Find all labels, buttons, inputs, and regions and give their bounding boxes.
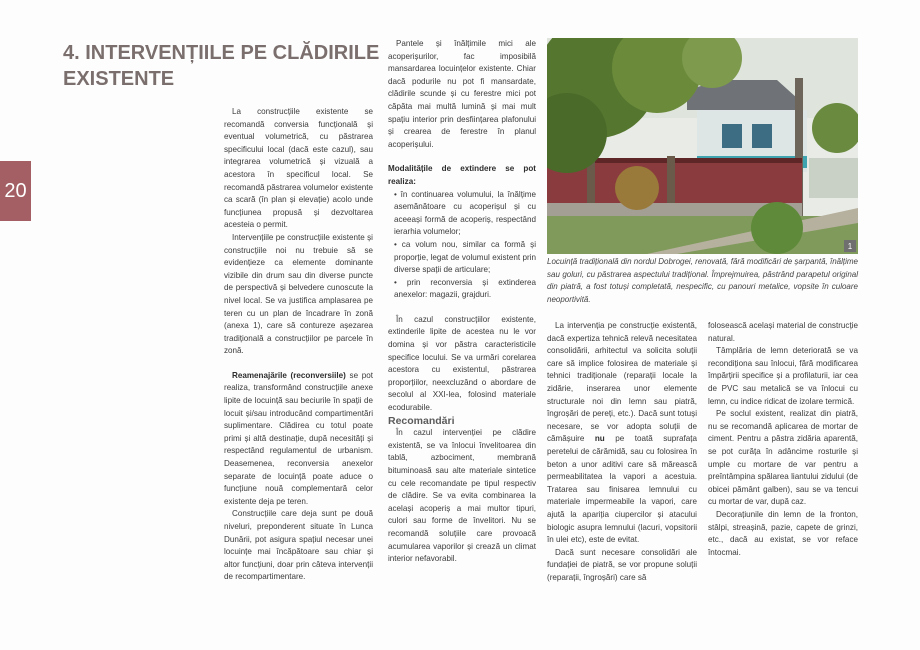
house-photo bbox=[547, 38, 858, 254]
list-item: • ca volum nou, similar ca formă și proporție, legat de volumul existent prin diverse spații de articulare; bbox=[394, 239, 536, 275]
photo-caption: Locuință tradițională din nordul Dobrogei, renovată, fără modificări de șarpantă, înălțime sau goluri, cu păstrarea aspectului tradițional. Împrejmuirea, păstrând parapetul original din piatră, a fost totuși completată, nespecific, cu panouri metalice, vopsite în culoare neoportivită. bbox=[547, 257, 858, 304]
paragraph: În cazul intervenției pe clădire existentă, se va înlocui învelitoarea din tablă, azbociment, membrană bituminoasă sau alte materiale sintetice cu cele recomandate pe tipul respectiv de clădire. Se va evita combinarea la același acoperiș a mai multor tipuri, culori sau forme de învelitori. Nu se recomandă soluțiile care provoacă acumularea vaporilor și crează un climat interior nefavorabil. bbox=[388, 428, 536, 564]
list-item: • prin reconversia și extinderea anexelor: magazii, grajduri. bbox=[394, 277, 536, 300]
extension-heading: Modalitățile de extindere se pot realiza: bbox=[388, 164, 536, 186]
house-illustration bbox=[547, 38, 858, 254]
paragraph: Dacă sunt necesare consolidări ale fundației de piatră, se vor propune soluții (reparații, îngroșări) care să bbox=[547, 547, 697, 582]
paragraph: La intervenția pe construcție existentă, dacă expertiza tehnică relevă necesitatea consolidării, arhitectul va solicita soluții care să implice folosirea de materiale și tehnici tradiționale (reparații locale la zidărie, inserarea unor elemente structurale noi din lemn sau piatră, îngroșări de pereți, etc.). Dacă sunt totuși necesare, se vor adopta soluții de cămășuire nu pe toată suprafața peretelui de cărămidă, sau cu folosirea în beton a unor aditivi care să mărească permeabilitatea la vapori a acestuia. Tratarea sau finisarea lemnului cu materiale impermeabile la vapori, care ajută la apariția ciupercilor și atacului biologic asupra lemnului (lacuri, vopsitorii în ulei etc), este de evitat. bbox=[547, 321, 697, 545]
paragraph: Decorațiunile din lemn de la fronton, stâlpi, streașină, pazie, capete de grinzi, etc., dacă au existat, se vor reface întocmai. bbox=[708, 509, 858, 557]
paragraph: Construcțiile care deja sunt pe două niveluri, preponderent situate în Lunca Dunării, pot asigura spațiul necesar unei locuințe mai încăpătoare sau chiar și altor funcțiuni, doar prin câteva intervenții de recompartimentare. bbox=[224, 509, 373, 582]
paragraph: Intervențiile pe construcțiile existente și construcțiile noi nu trebuie să se evidențieze ca elemente dominante vizibile din drum sau din diverse puncte de perspectivă și belvedere cunoscute la nivel local. Se va justifica amplasarea pe teren cu un plan de încadrare în zonă (anexa 1), care să contureze așezarea tradițională a construcțiilor pe parcele în zonă. bbox=[224, 232, 373, 356]
section-subheading: Recomandări bbox=[388, 414, 455, 427]
paragraph: Pantele și înălțimile mici ale acoperișurilor, fac imposibilă mansardarea locuințelor existente. Chiar dacă podurile nu pot fi mansardate, clădirile scunde și cu ferestre mici pot căpăta mai multă lumină și mai mult spațiu interior prin desființarea plafonului și crearea de ferestre în planul acoperișului. bbox=[388, 39, 536, 149]
paragraph bbox=[224, 370, 373, 509]
column-3 bbox=[547, 320, 697, 584]
page-number-tab: 20 bbox=[0, 161, 31, 221]
bold-term: nu bbox=[594, 434, 605, 444]
photo-number-badge: 1 bbox=[844, 240, 856, 252]
page-title: 4. INTERVENȚIILE PE CLĂDIRILE EXISTENTE bbox=[63, 42, 380, 90]
paragraph: La construcțiile existente se recomandă conversia funcțională și eventual volumetrică, cu păstrarea specificului local (dacă este cazul), sau integrarea volumetrică și vizuală a acestora în specificul local. Se recomandă păstrarea volumelor existente ca scară (în plan și elevație) acolo unde funcțiunea propusă și dezvoltarea acesteia o permit. bbox=[224, 107, 373, 230]
paragraph: Tâmplăria de lemn deteriorată se va recondiționa sau înlocui, fără modificarea împărțirii specifice și a profilaturii, iar cea de PVC sau metalică se va înlocui cu lemn, cu indice ridicat de izolare termică. bbox=[708, 346, 858, 406]
bold-term: Reamenajările (reconversiile) bbox=[232, 370, 346, 380]
paragraph: folosească același material de construcție natural. bbox=[708, 321, 858, 343]
column-4 bbox=[708, 320, 858, 559]
paragraph: În cazul construcțiilor existente, extinderile lipite de acestea nu le vor domina și vor păstra caracteristicile specifice locului. Se va urmări corelarea acestora cu existentul, păstrarea proporțiilor, neexcluzând o abordare de secolul al XXI-lea, folosind materiale ecodurabile. bbox=[388, 314, 536, 413]
column-2 bbox=[388, 38, 536, 566]
paragraph: Pe soclul existent, realizat din piatră, nu se recomandă aplicarea de mortar de ciment. Pentru a păstra zidăria aparentă, se pot curăța în adâncime rosturile și umple cu mortare de var pentru a preîntâmpina spălarea liantului zidului (de obicei pământ galben), sau se va tencui cu mortar de var, după caz. bbox=[708, 409, 858, 507]
column-1 bbox=[224, 106, 373, 584]
paragraph-text: se pot realiza, transformând construcțiile anexe lipite de locuință sau beciurile în spații de locuit și/sau introducând compartimentări suplimentare. Clădirea cu totul poate primi și altă destinație, după necesități și respectând regulamentul de urbanism. Deasemenea, reconversia anexelor separate de locuință poate aduce o funcțiune nouă complementară celor existente deja pe teren. bbox=[224, 370, 373, 506]
list-item: • în continuarea volumului, la înălțime asemănătoare cu acoperișul și cu aceeași formă de acoperiș, respectând ierarhia volumelor; bbox=[394, 189, 536, 237]
